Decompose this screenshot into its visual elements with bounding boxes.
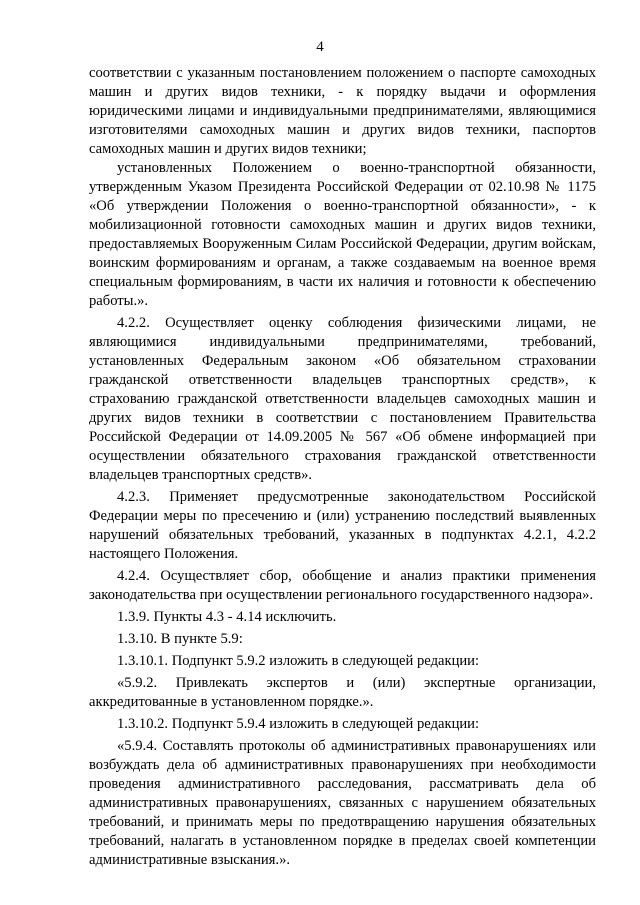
paragraph: «5.9.4. Составлять протоколы об административных правонарушениях или возбуждать дела об административных правонарушениях при необходимости проведения административного расследования, рассматривать дела об административных правонарушениях, связанных с нарушением обязательных требований, и принимать меры по предотвращению нарушения обязательных требований, налагать в установленном порядке в пределах своей компетенции административные взыскания.». (89, 738, 596, 868)
paragraph: установленных Положением о военно-транспортной обязанности, утвержденным Указом Президента Российской Федерации от 02.10.98 № 1175 «Об утверждении Положения о военно-транспортной обязанности», - к мобилизационной готовности самоходных машин и других видов техники, предоставляемых Вооруженным Силам Российской Федерации, другим войскам, воинским формированиям и органам, а также создаваемым на военное время специальным формированиям, в части их наличия и готовности к обеспечению работы.». (89, 160, 596, 309)
paragraph: 1.3.10.2. Подпункт 5.9.4 изложить в следующей редакции: (117, 716, 480, 732)
paragraph: 4.2.3. Применяет предусмотренные законодательством Российской Федерации меры по пресечению и (или) устранению последствий выявленных нарушений обязательных требований, указанных в подпунктах 4.2.1, 4.2.2 настоящего Положения. (89, 489, 596, 562)
page-number: 4 (316, 39, 324, 55)
paragraph: 1.3.9. Пункты 4.3 - 4.14 исключить. (117, 609, 337, 625)
paragraph: «5.9.2. Привлекать экспертов и (или) экспертные организации, аккредитованные в установленном порядке.». (89, 675, 596, 710)
paragraph: соответствии с указанным постановлением положением о паспорте самоходных машин и других видов техники, - к порядку выдачи и оформления юридическими лицами и индивидуальными предпринимателями, являющимися изготовителями самоходных машин и других видов техники, паспортов самоходных машин и других видов техники; (89, 65, 596, 157)
paragraph: 4.2.2. Осуществляет оценку соблюдения физическими лицами, не являющимися индивидуальными предпринимателями, требований, установленных Федеральным законом «Об обязательном страховании гражданской ответственности владельцев транспортных средств», к страхованию гражданской ответственности владельцев самоходных машин и других видов техники в соответствии с постановлением Правительства Российской Федерации от 14.09.2005 № 567 «Об обмене информацией при осуществлении обязательного страхования гражданской ответственности владельцев транспортных средств». (89, 315, 596, 483)
paragraph: 4.2.4. Осуществляет сбор, обобщение и анализ практики применения законодательства при осуществлении регионального государственного надзора». (89, 568, 596, 603)
paragraph: 1.3.10. В пункте 5.9: (117, 631, 243, 647)
paragraph: 1.3.10.1. Подпункт 5.9.2 изложить в следующей редакции: (117, 653, 480, 669)
document-body (89, 64, 596, 870)
